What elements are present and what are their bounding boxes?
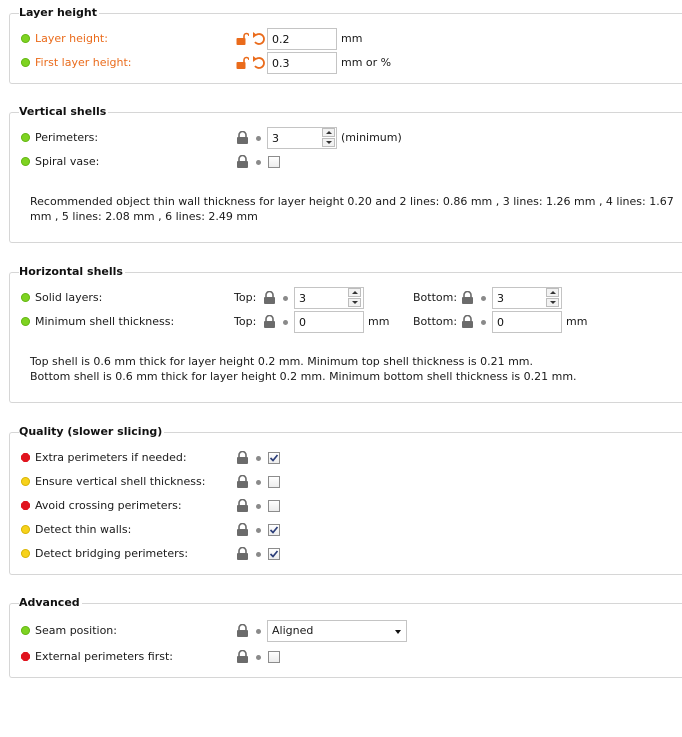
external-first-label: External perimeters first: bbox=[35, 650, 173, 663]
status-yellow-icon bbox=[21, 525, 30, 534]
advanced-title: Advanced bbox=[19, 596, 80, 609]
status-green-icon bbox=[21, 34, 30, 43]
ensure-vertical-label: Ensure vertical shell thickness: bbox=[35, 475, 206, 488]
lock-icon[interactable] bbox=[236, 547, 249, 561]
quality-title: Quality (slower slicing) bbox=[19, 425, 163, 438]
shell-note-line1: Top shell is 0.6 mm thick for layer height 0.2 mm. Minimum top shell thickness is 0.21 mm. bbox=[30, 355, 534, 368]
ensure-vertical-checkbox[interactable] bbox=[268, 476, 280, 488]
min-shell-row bbox=[10, 311, 682, 333]
status-green-icon bbox=[21, 157, 30, 166]
default-dot-icon bbox=[283, 320, 288, 325]
status-red-icon bbox=[21, 501, 30, 510]
external-first-checkbox[interactable] bbox=[268, 651, 280, 663]
perimeters-row bbox=[10, 127, 682, 149]
status-yellow-icon bbox=[21, 549, 30, 558]
reset-arrow-icon[interactable] bbox=[252, 55, 266, 70]
solid-layers-bottom-label: Bottom: bbox=[413, 291, 458, 304]
quality-group bbox=[9, 425, 682, 575]
first-layer-height-row bbox=[10, 52, 682, 74]
solid-layers-bottom-spinner[interactable] bbox=[546, 288, 559, 308]
default-dot-icon bbox=[481, 320, 486, 325]
detect-thin-walls-checkbox[interactable] bbox=[268, 524, 280, 536]
advanced-group bbox=[9, 596, 682, 678]
status-yellow-icon bbox=[21, 477, 30, 486]
spiral-vase-checkbox[interactable] bbox=[268, 156, 280, 168]
checkmark-icon bbox=[269, 549, 279, 559]
external-first-row bbox=[10, 646, 682, 668]
extra-perimeters-label: Extra perimeters if needed: bbox=[35, 451, 187, 464]
ensure-vertical-row bbox=[10, 471, 682, 493]
unlocked-lock-icon[interactable] bbox=[236, 32, 249, 46]
detect-thin-walls-label: Detect thin walls: bbox=[35, 523, 132, 536]
vertical-shells-title: Vertical shells bbox=[19, 105, 107, 118]
status-red-icon bbox=[21, 652, 30, 661]
unlocked-lock-icon[interactable] bbox=[236, 56, 249, 70]
solid-layers-label: Solid layers: bbox=[35, 291, 103, 304]
status-green-icon bbox=[21, 58, 30, 67]
lock-icon[interactable] bbox=[263, 291, 276, 305]
default-dot-icon bbox=[256, 552, 261, 557]
detect-thin-walls-row bbox=[10, 519, 682, 541]
vertical-shells-group bbox=[9, 105, 682, 243]
min-shell-top-unit: mm bbox=[368, 315, 390, 328]
status-green-icon bbox=[21, 317, 30, 326]
default-dot-icon bbox=[256, 655, 261, 660]
min-shell-bottom-unit: mm bbox=[566, 315, 588, 328]
first-layer-height-input[interactable] bbox=[267, 52, 337, 74]
layer-height-row bbox=[10, 28, 682, 50]
detect-bridging-checkbox[interactable] bbox=[268, 548, 280, 560]
lock-icon[interactable] bbox=[461, 315, 474, 329]
thin-wall-note-line2: mm , 5 lines: 2.08 mm , 6 lines: 2.49 mm bbox=[30, 210, 258, 223]
default-dot-icon bbox=[481, 296, 486, 301]
layer-height-group bbox=[9, 6, 682, 84]
spiral-vase-row bbox=[10, 151, 682, 173]
solid-layers-row bbox=[10, 287, 682, 309]
lock-icon[interactable] bbox=[236, 475, 249, 489]
avoid-crossing-row bbox=[10, 495, 682, 517]
lock-icon[interactable] bbox=[236, 624, 249, 638]
default-dot-icon bbox=[256, 504, 261, 509]
default-dot-icon bbox=[256, 480, 261, 485]
checkmark-icon bbox=[269, 453, 279, 463]
lock-icon[interactable] bbox=[236, 155, 249, 169]
perimeters-unit: (minimum) bbox=[341, 131, 402, 144]
extra-perimeters-checkbox[interactable] bbox=[268, 452, 280, 464]
first-layer-height-label: First layer height: bbox=[35, 56, 132, 69]
layer-height-input[interactable] bbox=[267, 28, 337, 50]
checkmark-icon bbox=[269, 525, 279, 535]
min-shell-label: Minimum shell thickness: bbox=[35, 315, 175, 328]
first-layer-height-unit: mm or % bbox=[341, 56, 392, 69]
lock-icon[interactable] bbox=[236, 499, 249, 513]
avoid-crossing-label: Avoid crossing perimeters: bbox=[35, 499, 182, 512]
horizontal-shells-title: Horizontal shells bbox=[19, 265, 123, 278]
default-dot-icon bbox=[256, 528, 261, 533]
detect-bridging-row bbox=[10, 543, 682, 565]
avoid-crossing-checkbox[interactable] bbox=[268, 500, 280, 512]
chevron-down-icon bbox=[395, 630, 401, 634]
layer-height-unit: mm bbox=[341, 32, 363, 45]
lock-icon[interactable] bbox=[263, 315, 276, 329]
default-dot-icon bbox=[283, 296, 288, 301]
default-dot-icon bbox=[256, 160, 261, 165]
shell-note-line2: Bottom shell is 0.6 mm thick for layer height 0.2 mm. Minimum bottom shell thickness is 0.21 mm. bbox=[30, 370, 577, 383]
horizontal-shells-group bbox=[9, 265, 682, 403]
solid-layers-top-label: Top: bbox=[234, 291, 257, 304]
status-green-icon bbox=[21, 133, 30, 142]
thin-wall-note-line1: Recommended object thin wall thickness for layer height 0.20 and 2 lines: 0.86 mm , 3 lines: 1.26 mm , 4 lines: 1.67 bbox=[30, 195, 674, 208]
seam-position-select[interactable] bbox=[267, 620, 407, 642]
default-dot-icon bbox=[256, 629, 261, 634]
default-dot-icon bbox=[256, 456, 261, 461]
spiral-vase-label: Spiral vase: bbox=[35, 155, 100, 168]
perimeters-label: Perimeters: bbox=[35, 131, 99, 144]
status-red-icon bbox=[21, 453, 30, 462]
detect-bridging-label: Detect bridging perimeters: bbox=[35, 547, 189, 560]
lock-icon[interactable] bbox=[461, 291, 474, 305]
reset-arrow-icon[interactable] bbox=[252, 31, 266, 46]
lock-icon[interactable] bbox=[236, 451, 249, 465]
min-shell-top-label: Top: bbox=[234, 315, 257, 328]
min-shell-top-input[interactable] bbox=[294, 311, 364, 333]
seam-position-label: Seam position: bbox=[35, 624, 117, 637]
seam-position-value: Aligned bbox=[272, 624, 314, 637]
lock-icon[interactable] bbox=[236, 650, 249, 664]
layer-height-title: Layer height bbox=[19, 6, 98, 19]
layer-height-label: Layer height: bbox=[35, 32, 108, 45]
lock-icon[interactable] bbox=[236, 131, 249, 145]
lock-icon[interactable] bbox=[236, 523, 249, 537]
seam-position-row bbox=[10, 620, 682, 642]
perimeters-spinner[interactable] bbox=[322, 128, 335, 148]
solid-layers-top-spinner[interactable] bbox=[348, 288, 361, 308]
extra-perimeters-row bbox=[10, 447, 682, 469]
min-shell-bottom-input[interactable] bbox=[492, 311, 562, 333]
status-green-icon bbox=[21, 293, 30, 302]
status-green-icon bbox=[21, 626, 30, 635]
default-dot-icon bbox=[256, 136, 261, 141]
min-shell-bottom-label: Bottom: bbox=[413, 315, 458, 328]
